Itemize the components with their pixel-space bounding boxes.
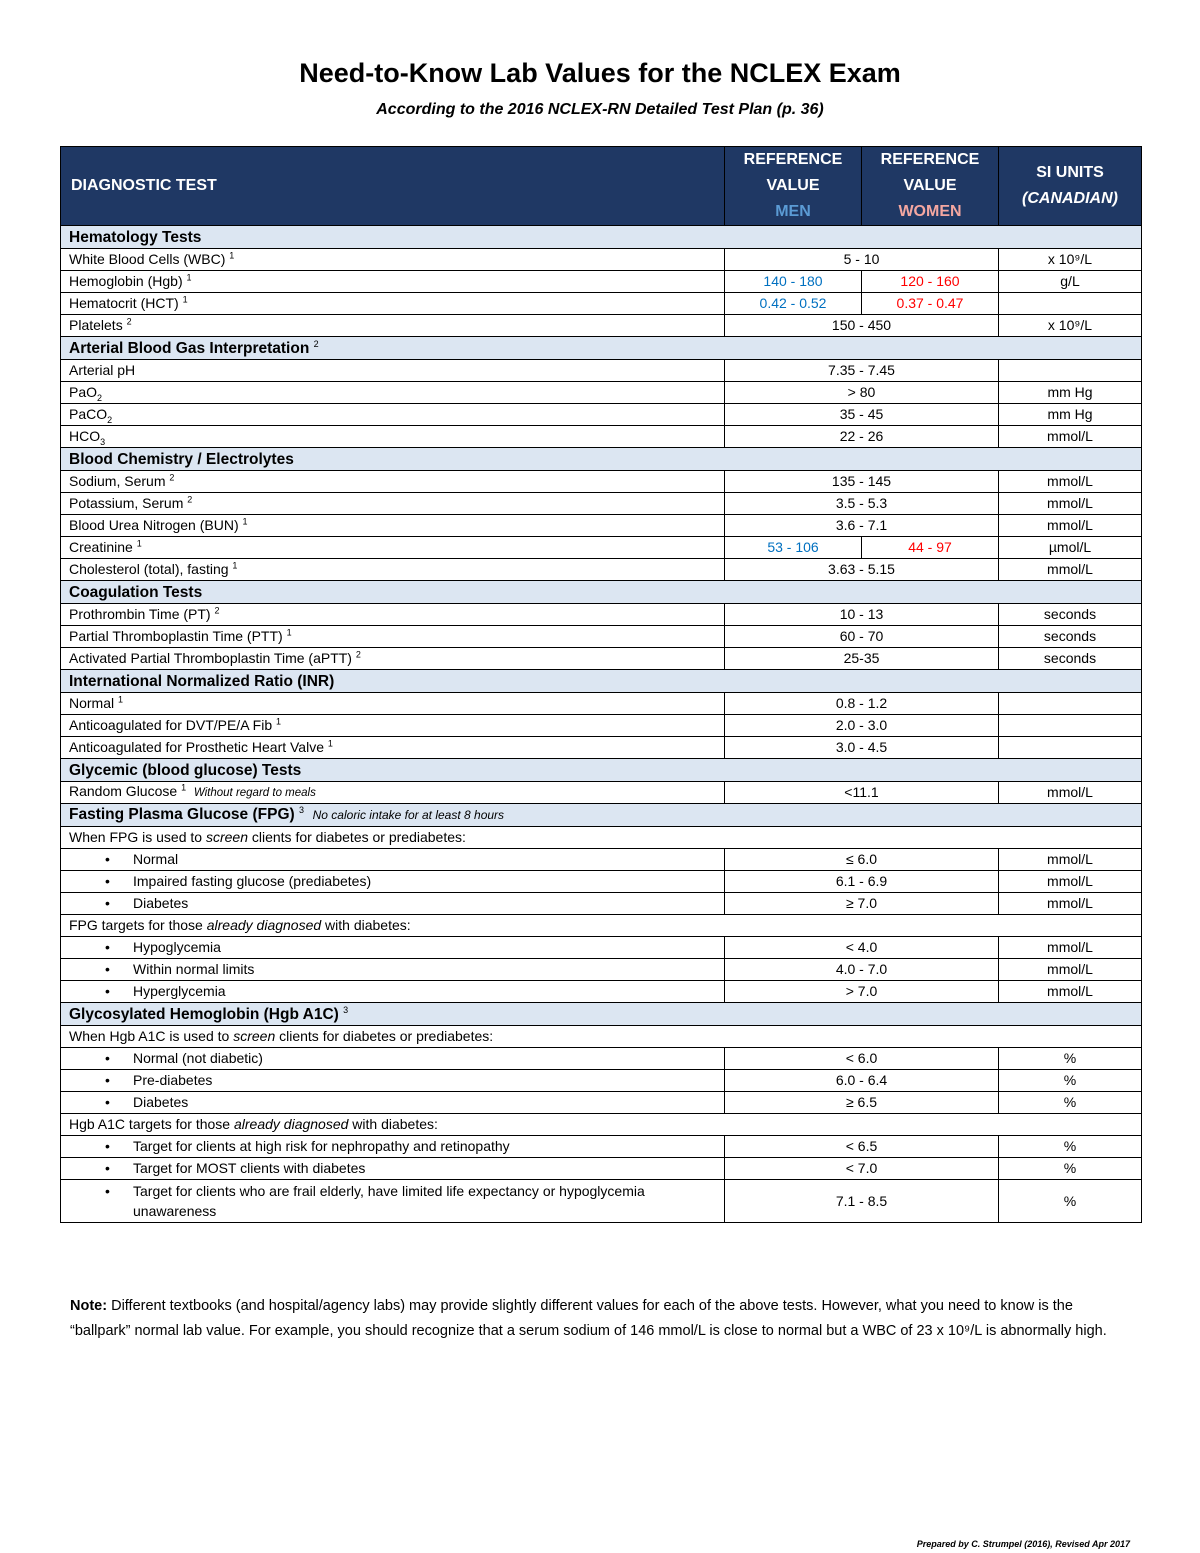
reference-value-women: 0.37 - 0.47	[862, 293, 999, 315]
test-name	[61, 737, 725, 759]
reference-value: <11.1	[725, 782, 999, 804]
header-ref-label: REFERENCE	[880, 151, 980, 168]
table-row	[61, 737, 1142, 759]
note-text: Different textbooks (and hospital/agency labs) may provide slightly different values for each of the above tests. However, what you need to know is the “ballpark” normal lab value. For example, you should recognize that a serum sodium of 146 mmol/L is close to normal but a WBC of 23 x 10⁹/L is abnormally high.	[70, 1298, 1107, 1339]
subscript: 2	[107, 414, 113, 425]
header-women-label: WOMEN	[898, 203, 962, 220]
bullet-icon: •	[105, 873, 110, 889]
intro-row	[61, 827, 1142, 849]
table-row	[61, 648, 1142, 670]
note-label: Note:	[70, 1298, 108, 1314]
footnote-marker: 2	[169, 472, 175, 483]
bullet-item	[61, 1136, 725, 1158]
intro-row	[61, 1026, 1142, 1048]
bullet-icon: •	[105, 1050, 110, 1066]
reference-value: < 6.5	[725, 1136, 999, 1158]
si-unit: mm Hg	[999, 404, 1142, 426]
si-unit: %	[999, 1158, 1142, 1180]
si-unit: seconds	[999, 626, 1142, 648]
bullet-item	[61, 1070, 725, 1092]
section-row	[61, 1003, 1142, 1026]
bullet-item	[61, 1158, 725, 1180]
reference-value: ≥ 7.0	[725, 893, 999, 915]
si-unit: %	[999, 1048, 1142, 1070]
section-coagulation	[61, 581, 1142, 604]
bullet-icon: •	[105, 1094, 110, 1110]
footer-credit: Prepared by C. Strumpel (2016), Revised Apr 2017	[916, 1539, 1130, 1549]
subscript: 2	[97, 392, 103, 403]
intro-emphasis: already diagnosed	[233, 1116, 349, 1132]
test-label: Platelets	[69, 317, 123, 333]
test-label: Creatinine	[69, 539, 133, 555]
reference-value: 3.0 - 4.5	[725, 737, 999, 759]
intro-text	[61, 915, 1142, 937]
table-row	[61, 493, 1142, 515]
item-label: Normal (not diabetic)	[133, 1050, 263, 1066]
si-unit: %	[999, 1092, 1142, 1114]
si-unit: mmol/L	[999, 426, 1142, 448]
lab-values-table	[60, 146, 1142, 1223]
reference-value: 3.6 - 7.1	[725, 515, 999, 537]
test-name	[61, 604, 725, 626]
reference-value: 6.0 - 6.4	[725, 1070, 999, 1092]
header-ref-label: REFERENCE	[743, 151, 843, 168]
item-label: Target for clients at high risk for nephropathy and retinopathy	[133, 1138, 510, 1154]
footnote-marker: 1	[242, 516, 248, 527]
table-row	[61, 1070, 1142, 1092]
bullet-item	[61, 937, 725, 959]
si-unit: mm Hg	[999, 382, 1142, 404]
test-label: Blood Urea Nitrogen (BUN)	[69, 517, 239, 533]
table-row	[61, 937, 1142, 959]
section-row	[61, 804, 1142, 827]
bullet-icon: •	[105, 961, 110, 977]
item-label: Within normal limits	[133, 961, 255, 977]
reference-value-men: 0.42 - 0.52	[725, 293, 862, 315]
reference-value: 6.1 - 6.9	[725, 871, 999, 893]
table-row	[61, 626, 1142, 648]
test-label: Hemoglobin (Hgb)	[69, 273, 183, 289]
intro-text	[61, 1026, 1142, 1048]
reference-value-women: 120 - 160	[862, 271, 999, 293]
item-label: Target for MOST clients with diabetes	[133, 1160, 366, 1176]
intro-emphasis: screen	[233, 1028, 276, 1044]
si-unit	[999, 737, 1142, 759]
test-name	[61, 715, 725, 737]
section-row	[61, 670, 1142, 693]
si-unit	[999, 360, 1142, 382]
si-unit: mmol/L	[999, 849, 1142, 871]
test-name	[61, 559, 725, 581]
header-si-units	[999, 147, 1142, 226]
page-title: Need-to-Know Lab Values for the NCLEX Exam	[299, 58, 901, 88]
table-row	[61, 249, 1142, 271]
section-row	[61, 226, 1142, 249]
bullet-item	[61, 959, 725, 981]
header-si-label: SI UNITS	[1036, 164, 1104, 181]
bullet-item	[61, 1048, 725, 1070]
section-row	[61, 448, 1142, 471]
section-hematology	[61, 226, 1142, 249]
table-row	[61, 360, 1142, 382]
header-reference-women	[862, 147, 999, 226]
test-note: Without regard to meals	[193, 787, 316, 799]
test-name	[61, 648, 725, 670]
test-label: Partial Thromboplastin Time (PTT)	[69, 628, 283, 644]
reference-value: 25-35	[725, 648, 999, 670]
bullet-icon: •	[105, 1072, 110, 1088]
test-name	[61, 626, 725, 648]
section-row	[61, 581, 1142, 604]
table-row	[61, 293, 1142, 315]
test-name	[61, 271, 725, 293]
test-name	[61, 515, 725, 537]
si-unit: mmol/L	[999, 493, 1142, 515]
reference-value: < 7.0	[725, 1158, 999, 1180]
test-label: Anticoagulated for Prosthetic Heart Valve	[69, 739, 324, 755]
table-row	[61, 404, 1142, 426]
subscript: 3	[100, 436, 106, 447]
reference-value-men: 53 - 106	[725, 537, 862, 559]
table-row	[61, 315, 1142, 337]
footnote-marker: 1	[276, 716, 282, 727]
header-reference-men	[725, 147, 862, 226]
intro-row	[61, 1114, 1142, 1136]
si-unit: mmol/L	[999, 871, 1142, 893]
table-row	[61, 1136, 1142, 1158]
intro-text	[61, 1114, 1142, 1136]
si-unit: mmol/L	[999, 959, 1142, 981]
table-row	[61, 849, 1142, 871]
reference-value: > 7.0	[725, 981, 999, 1003]
item-label: Impaired fasting glucose (prediabetes)	[133, 873, 372, 889]
si-unit: seconds	[999, 648, 1142, 670]
test-label: Potassium, Serum	[69, 495, 184, 511]
footnote-marker: 1	[327, 738, 333, 749]
section-title: Hematology Tests	[69, 228, 202, 246]
test-name	[61, 782, 725, 804]
section-glycemic	[61, 759, 1142, 782]
si-unit: %	[999, 1136, 1142, 1158]
test-label: Hematocrit (HCT)	[69, 295, 179, 311]
footnote-marker: 2	[355, 649, 361, 660]
intro-part: Hgb A1C targets for those	[69, 1116, 234, 1132]
test-name	[61, 493, 725, 515]
bullet-icon: •	[105, 895, 110, 911]
test-name	[61, 537, 725, 559]
reference-value: 3.5 - 5.3	[725, 493, 999, 515]
reference-value: < 6.0	[725, 1048, 999, 1070]
section-abg	[61, 337, 1142, 360]
intro-part: clients for diabetes or prediabetes:	[275, 1028, 494, 1044]
reference-value: ≤ 6.0	[725, 849, 999, 871]
footnote-marker: 1	[186, 272, 192, 283]
header-men-label: MEN	[775, 203, 811, 220]
bullet-icon: •	[105, 1160, 110, 1176]
table-row	[61, 1158, 1142, 1180]
page-subtitle: According to the 2016 NCLEX-RN Detailed Test Plan (p. 36)	[376, 101, 824, 118]
section-title: Blood Chemistry / Electrolytes	[69, 450, 294, 468]
si-unit: mmol/L	[999, 937, 1142, 959]
bullet-icon: •	[105, 983, 110, 999]
bullet-icon: •	[105, 939, 110, 955]
test-name	[61, 426, 725, 448]
table-row	[61, 871, 1142, 893]
si-unit: mmol/L	[999, 471, 1142, 493]
section-title: Coagulation Tests	[69, 583, 203, 601]
table-row	[61, 782, 1142, 804]
bullet-item	[61, 981, 725, 1003]
reference-value: 0.8 - 1.2	[725, 693, 999, 715]
footnote-marker: 1	[118, 694, 124, 705]
bullet-icon: •	[105, 1183, 110, 1199]
reference-value: 4.0 - 7.0	[725, 959, 999, 981]
section-note: No caloric intake for at least 8 hours	[312, 808, 505, 822]
si-unit: mmol/L	[999, 559, 1142, 581]
reference-value: 135 - 145	[725, 471, 999, 493]
si-unit: mmol/L	[999, 782, 1142, 804]
table-row	[61, 604, 1142, 626]
table-row	[61, 1092, 1142, 1114]
test-label: Prothrombin Time (PT)	[69, 606, 211, 622]
bullet-item	[61, 849, 725, 871]
table-row	[61, 959, 1142, 981]
table-row	[61, 537, 1142, 559]
reference-value: > 80	[725, 382, 999, 404]
si-unit: x 10⁹/L	[999, 315, 1142, 337]
bullet-icon: •	[105, 1138, 110, 1154]
bullet-icon: •	[105, 851, 110, 867]
intro-emphasis: already diagnosed	[206, 917, 322, 933]
table-row	[61, 893, 1142, 915]
section-title: Glycosylated Hemoglobin (Hgb A1C)	[69, 1005, 339, 1023]
test-label: PaCO	[69, 406, 108, 422]
reference-value: 3.63 - 5.15	[725, 559, 999, 581]
test-label: HCO	[69, 428, 101, 444]
section-fpg	[61, 804, 1142, 827]
section-row	[61, 759, 1142, 782]
test-name	[61, 293, 725, 315]
footnote-paragraph	[70, 1294, 1130, 1344]
test-name: Arterial pH	[61, 360, 725, 382]
footnote-marker: 2	[214, 605, 220, 616]
table-row	[61, 693, 1142, 715]
bullet-item	[61, 893, 725, 915]
reference-value: 35 - 45	[725, 404, 999, 426]
si-unit: %	[999, 1180, 1142, 1223]
si-unit	[999, 715, 1142, 737]
section-title: Fasting Plasma Glucose (FPG)	[69, 806, 295, 823]
item-label: Diabetes	[133, 895, 189, 911]
test-label: Activated Partial Thromboplastin Time (aPTT)	[69, 650, 352, 666]
intro-text	[61, 827, 1142, 849]
table-row	[61, 426, 1142, 448]
section-row	[61, 337, 1142, 360]
footnote-marker: 1	[286, 627, 292, 638]
reference-value: 7.35 - 7.45	[725, 360, 999, 382]
intro-row	[61, 915, 1142, 937]
bullet-item	[61, 1180, 725, 1223]
intro-emphasis: screen	[205, 829, 248, 845]
test-label: Sodium, Serum	[69, 473, 166, 489]
header-value-label: VALUE	[903, 177, 957, 194]
reference-value: 2.0 - 3.0	[725, 715, 999, 737]
table-row	[61, 382, 1142, 404]
section-title: International Normalized Ratio (INR)	[69, 672, 335, 690]
reference-value: 5 - 10	[725, 249, 999, 271]
si-unit: µmol/L	[999, 537, 1142, 559]
reference-value: 150 - 450	[725, 315, 999, 337]
si-unit: x 10⁹/L	[999, 249, 1142, 271]
header-diagnostic-test: DIAGNOSTIC TEST	[61, 147, 725, 226]
section-a1c	[61, 1003, 1142, 1026]
footnote-marker: 3	[343, 1004, 349, 1015]
test-name	[61, 471, 725, 493]
footnote-marker: 1	[229, 250, 235, 261]
table-row	[61, 559, 1142, 581]
si-unit	[999, 293, 1142, 315]
test-label: PaO	[69, 384, 98, 400]
si-unit: mmol/L	[999, 515, 1142, 537]
test-name	[61, 249, 725, 271]
item-label: Normal	[133, 851, 179, 867]
table-row	[61, 1048, 1142, 1070]
item-label: Pre-diabetes	[133, 1072, 213, 1088]
footnote-marker: 1	[181, 782, 187, 793]
si-unit: seconds	[999, 604, 1142, 626]
si-unit: mmol/L	[999, 981, 1142, 1003]
footnote-marker: 2	[313, 338, 319, 349]
section-title: Arterial Blood Gas Interpretation	[69, 339, 310, 357]
footnote-marker: 2	[126, 316, 132, 327]
table-row	[61, 271, 1142, 293]
reference-value: 7.1 - 8.5	[725, 1180, 999, 1223]
table-row	[61, 981, 1142, 1003]
reference-value: 60 - 70	[725, 626, 999, 648]
section-title: Glycemic (blood glucose) Tests	[69, 761, 302, 779]
item-label: Hyperglycemia	[133, 983, 226, 999]
footnote-marker: 3	[298, 804, 304, 815]
test-label: White Blood Cells (WBC)	[69, 251, 226, 267]
footnote-marker: 1	[232, 560, 238, 571]
reference-value: 10 - 13	[725, 604, 999, 626]
item-label: Target for clients who are frail elderly, have limited life expectancy or hypoglycemia unawareness	[133, 1183, 645, 1219]
reference-value-men: 140 - 180	[725, 271, 862, 293]
test-label: Anticoagulated for DVT/PE/A Fib	[69, 717, 273, 733]
bullet-item	[61, 1092, 725, 1114]
test-name	[61, 315, 725, 337]
reference-value-women: 44 - 97	[862, 537, 999, 559]
table-row	[61, 471, 1142, 493]
footnote-marker: 1	[182, 294, 188, 305]
reference-value: < 4.0	[725, 937, 999, 959]
test-label: Random Glucose	[69, 783, 178, 799]
item-label: Diabetes	[133, 1094, 189, 1110]
table-row	[61, 1180, 1142, 1223]
intro-part: When Hgb A1C is used to	[69, 1028, 234, 1044]
item-label: Hypoglycemia	[133, 939, 221, 955]
table-row	[61, 715, 1142, 737]
table-header-row	[61, 147, 1142, 226]
intro-part: with diabetes:	[348, 1116, 438, 1132]
reference-value: 22 - 26	[725, 426, 999, 448]
footnote-marker: 2	[187, 494, 193, 505]
test-name	[61, 404, 725, 426]
test-label: Normal	[69, 695, 115, 711]
si-unit: mmol/L	[999, 893, 1142, 915]
header-value-label: VALUE	[766, 177, 820, 194]
intro-part: FPG targets for those	[69, 917, 207, 933]
section-inr	[61, 670, 1142, 693]
intro-part: clients for diabetes or prediabetes:	[247, 829, 466, 845]
intro-part: When FPG is used to	[69, 829, 206, 845]
reference-value: ≥ 6.5	[725, 1092, 999, 1114]
intro-part: with diabetes:	[321, 917, 411, 933]
header-canadian-label: (CANADIAN)	[1022, 190, 1118, 207]
si-unit: g/L	[999, 271, 1142, 293]
si-unit	[999, 693, 1142, 715]
bullet-item	[61, 871, 725, 893]
test-name	[61, 382, 725, 404]
section-chemistry	[61, 448, 1142, 471]
test-label: Cholesterol (total), fasting	[69, 561, 229, 577]
table-row	[61, 515, 1142, 537]
si-unit: %	[999, 1070, 1142, 1092]
footnote-marker: 1	[136, 538, 142, 549]
test-name	[61, 693, 725, 715]
